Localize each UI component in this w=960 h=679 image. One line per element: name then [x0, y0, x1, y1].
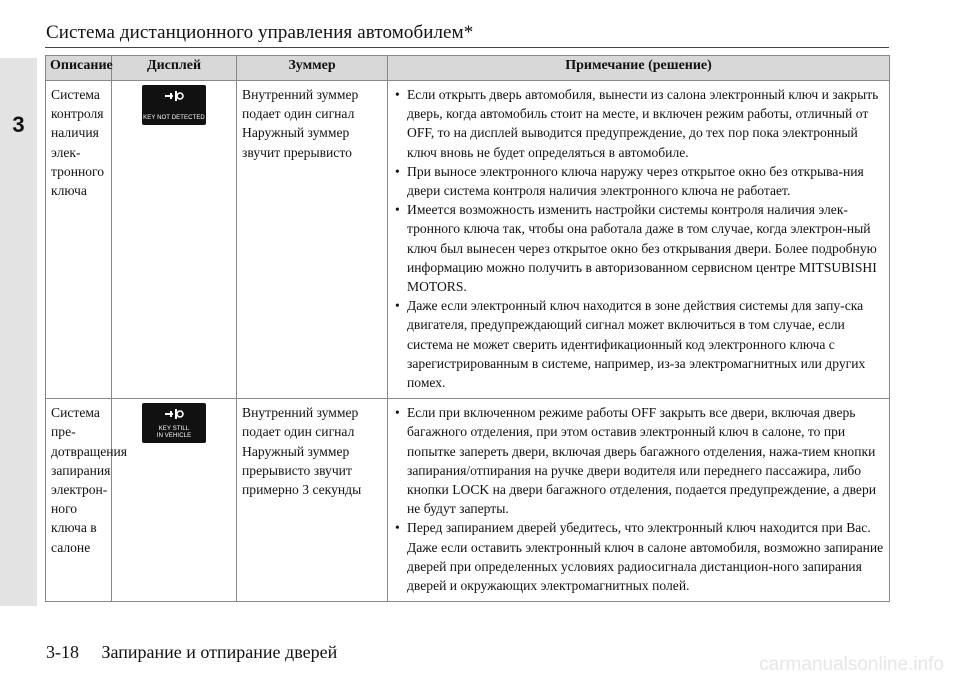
list-item: • Имеется возможность изменить настройки системы контроля наличия элек-тронного ключа так, чтобы она работала даже в том случае, когда электрон-ный ключ был вынесен через открытое окно без открывания двери. Более подробную информацию можно получить в авторизованном сервисном центре MITSUBISHI MOTORS.	[393, 200, 884, 296]
display-cell	[112, 81, 237, 399]
header-divider	[45, 47, 889, 48]
page-footer	[46, 642, 337, 663]
buzzer-cell: Внутренний зуммер подает один сигнал Наружный зуммер звучит прерывисто	[237, 81, 388, 399]
display-text-line2: IN VEHICLE	[156, 433, 192, 440]
page-title: Система дистанционного управления автомобилем*	[46, 22, 474, 43]
display-cell	[112, 399, 237, 602]
list-item: • Даже если электронный ключ находится в зоне действия системы для запу-ска двигателя, предупреждающий сигнал может включиться в том случае, если система не может сверить идентификационный код электронного ключа с зарегистрированным в системе, например, из-за электромагнитных или других помех.	[393, 296, 884, 392]
display-text	[142, 426, 206, 440]
display-text-line1: KEY STILL	[158, 426, 190, 433]
description-cell: Система пре-дотвращения запирания электрон-ного ключа в салоне	[46, 399, 112, 602]
list-item: • Если открыть дверь автомобиля, вынести из салона электронный ключ и закрыть дверь, когда автомобиль стоит на месте, и включен режим работы, отличный от OFF, то на дисплей выводится предупреждение, до тех пор пока электронный ключ вновь не будет определяться в автомобиле.	[393, 85, 884, 162]
table-row	[46, 399, 890, 602]
chapter-side-tab	[0, 58, 37, 606]
list-item: • При выносе электронного ключа наружу через открытое окно без открыва-ния двери система контроля наличия электронного ключа не работает.	[393, 162, 884, 200]
watermark: carmanualsonline.info	[759, 654, 944, 675]
key-off-icon	[164, 89, 184, 103]
notes-cell	[388, 399, 890, 602]
column-header-display: Дисплей	[112, 56, 237, 81]
notes-list	[393, 85, 884, 392]
list-item: • Перед запиранием дверей убедитесь, что электронный ключ находится при Вас. Даже если оставить электронный ключ в салоне автомобиля, возможно запирание дверей при определенных условиях радиосигнала дистанцион-ного запирания дверей и окружающих электромагнитных полей.	[393, 518, 884, 595]
description-cell: Система контроля наличия элек-тронного ключа	[46, 81, 112, 399]
section-title: Запирание и отпирание дверей	[101, 642, 338, 662]
table-header-row	[46, 56, 890, 81]
page-number: 3-18	[46, 642, 79, 662]
list-item: • Если при включенном режиме работы OFF закрыть все двери, включая дверь багажного отделения, при этом оставив электронный ключ в салоне, то при попытке запереть двери, включая дверь багажного отделения, нажа-тием кнопки запирания/отпирания на ручке двери водителя или переднего пассажира, либо кнопки LOCK на двери багажного отделения, подается предупреждение, а двери не будут заперты.	[393, 403, 884, 518]
column-header-notes: Примечание (решение)	[388, 56, 890, 81]
buzzer-cell: Внутренний зуммер подает один сигнал Наружный зуммер прерывисто звучит примерно 3 секунды	[237, 399, 388, 602]
chapter-number: 3	[12, 112, 25, 137]
column-header-buzzer: Зуммер	[237, 56, 388, 81]
column-header-description: Описание	[46, 56, 112, 81]
display-text: KEY NOT DETECTED	[143, 115, 205, 121]
key-in-vehicle-icon	[164, 407, 184, 421]
display-key-still-in-vehicle	[142, 403, 206, 443]
warning-table	[45, 55, 890, 602]
display-key-not-detected	[142, 85, 206, 125]
notes-list	[393, 403, 884, 595]
table-row	[46, 81, 890, 399]
notes-cell	[388, 81, 890, 399]
